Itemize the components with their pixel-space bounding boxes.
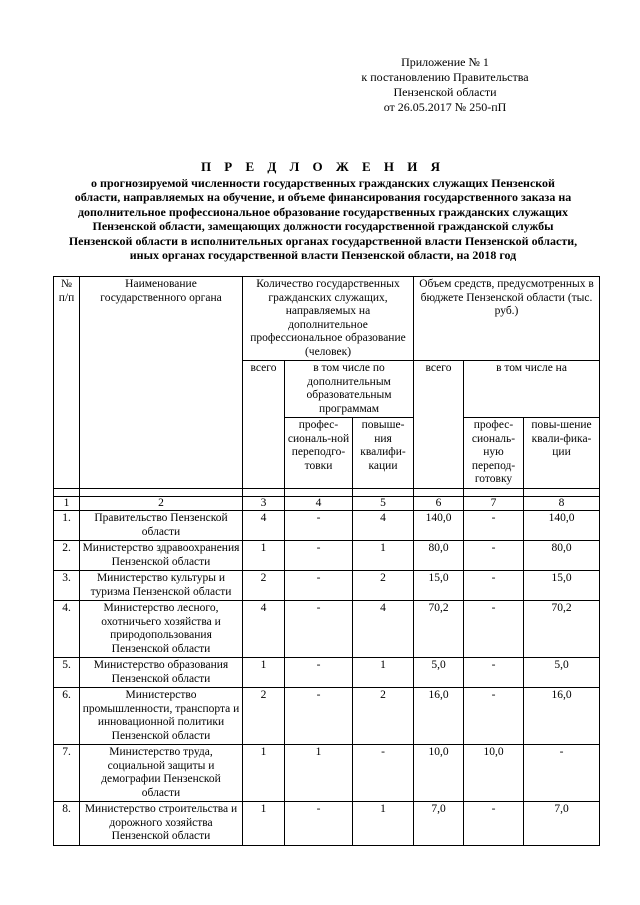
funds-qualification: 140,0 xyxy=(524,511,600,541)
count-retraining: - xyxy=(285,601,353,658)
header-num: № п/п xyxy=(54,277,80,489)
document-subtitle: о прогнозируемой численности государственных гражданских служащих Пензенской области, направляемых на обучение, и объеме финансирования государственного заказа на дополнительное профессиональное образование государственных гражданских служащих Пензенской области, замещающих должности государственной гражданской службы Пензенской области в исполнительных органах государственной власти Пензенской области, иных органах государственной власти Пензенской области, на 2018 год xyxy=(68,175,578,262)
document-heading xyxy=(68,160,578,263)
header-retraining-funds: профес-сиональ-ную перепод-готовку xyxy=(464,418,524,489)
header-count-group: Количество государственных гражданских служащих, направляемых на дополнительное профессиональное образование (человек) xyxy=(243,277,414,361)
header-row-1 xyxy=(54,277,600,361)
funds-retraining: 10,0 xyxy=(464,745,524,802)
org-name: Министерство лесного, охотничьего хозяйства и природопользования Пензенской области xyxy=(80,601,243,658)
count-retraining: - xyxy=(285,802,353,846)
appendix-line-4: от 26.05.2017 № 250-пП xyxy=(383,100,507,114)
count-total: 1 xyxy=(243,541,285,571)
funds-qualification: 5,0 xyxy=(524,658,600,688)
count-qualification: 4 xyxy=(353,601,414,658)
funds-qualification: 15,0 xyxy=(524,571,600,601)
header-incl-programs: в том числе по дополнительным образовательным программам xyxy=(285,361,414,418)
funds-total: 70,2 xyxy=(414,601,464,658)
funds-retraining: - xyxy=(464,511,524,541)
document-title: П Р Е Д Л О Ж Е Н И Я xyxy=(200,159,446,174)
column-index-row xyxy=(54,496,600,511)
funds-total: 5,0 xyxy=(414,658,464,688)
funds-retraining: - xyxy=(464,688,524,745)
column-index-cell: 6 xyxy=(414,496,464,511)
count-total: 2 xyxy=(243,571,285,601)
funds-total: 7,0 xyxy=(414,802,464,846)
count-total: 4 xyxy=(243,601,285,658)
funds-qualification: 80,0 xyxy=(524,541,600,571)
count-total: 4 xyxy=(243,511,285,541)
appendix-block xyxy=(340,55,550,115)
column-index-cell: 2 xyxy=(80,496,243,511)
table-row xyxy=(54,688,600,745)
row-number: 2. xyxy=(54,541,80,571)
funds-qualification: 70,2 xyxy=(524,601,600,658)
org-name: Правительство Пензенской области xyxy=(80,511,243,541)
count-qualification: 1 xyxy=(353,802,414,846)
row-number: 8. xyxy=(54,802,80,846)
count-qualification: 4 xyxy=(353,511,414,541)
row-number: 5. xyxy=(54,658,80,688)
funds-total: 10,0 xyxy=(414,745,464,802)
count-qualification: 1 xyxy=(353,658,414,688)
count-retraining: - xyxy=(285,511,353,541)
count-retraining: - xyxy=(285,541,353,571)
header-funds-group: Объем средств, предусмотренных в бюджете Пензенской области (тыс. руб.) xyxy=(414,277,600,361)
header-incl-on: в том числе на xyxy=(464,361,600,418)
table-row xyxy=(54,745,600,802)
appendix-line-1: Приложение № 1 xyxy=(401,55,489,69)
count-retraining: - xyxy=(285,688,353,745)
column-index-cell: 1 xyxy=(54,496,80,511)
funds-retraining: - xyxy=(464,658,524,688)
count-qualification: - xyxy=(353,745,414,802)
row-number: 3. xyxy=(54,571,80,601)
column-index-cell: 7 xyxy=(464,496,524,511)
count-retraining: 1 xyxy=(285,745,353,802)
funds-qualification: 16,0 xyxy=(524,688,600,745)
funds-retraining: - xyxy=(464,601,524,658)
count-qualification: 1 xyxy=(353,541,414,571)
funds-total: 140,0 xyxy=(414,511,464,541)
column-index-cell: 8 xyxy=(524,496,600,511)
count-total: 2 xyxy=(243,688,285,745)
org-name: Министерство строительства и дорожного хозяйства Пензенской области xyxy=(80,802,243,846)
funds-total: 16,0 xyxy=(414,688,464,745)
count-total: 1 xyxy=(243,745,285,802)
row-number: 7. xyxy=(54,745,80,802)
table-row xyxy=(54,541,600,571)
header-separator xyxy=(54,488,600,496)
count-qualification: 2 xyxy=(353,688,414,745)
header-funds-total: всего xyxy=(414,361,464,489)
header-qualification: повыше-ния квалифи-кации xyxy=(353,418,414,489)
proposals-table xyxy=(53,276,600,846)
header-qualification-funds: повы-шение квали-фика-ции xyxy=(524,418,600,489)
count-retraining: - xyxy=(285,571,353,601)
funds-retraining: - xyxy=(464,802,524,846)
appendix-line-3: Пензенской области xyxy=(393,85,497,99)
column-index-cell: 3 xyxy=(243,496,285,511)
table-row xyxy=(54,511,600,541)
org-name: Министерство промышленности, транспорта и инновационной политики Пензенской области xyxy=(80,688,243,745)
column-index-cell: 5 xyxy=(353,496,414,511)
row-number: 1. xyxy=(54,511,80,541)
count-retraining: - xyxy=(285,658,353,688)
org-name: Министерство здравоохранения Пензенской области xyxy=(80,541,243,571)
count-total: 1 xyxy=(243,658,285,688)
table-row xyxy=(54,658,600,688)
org-name: Министерство образования Пензенской области xyxy=(80,658,243,688)
funds-qualification: - xyxy=(524,745,600,802)
funds-qualification: 7,0 xyxy=(524,802,600,846)
funds-total: 15,0 xyxy=(414,571,464,601)
org-name: Министерство культуры и туризма Пензенской области xyxy=(80,571,243,601)
row-number: 6. xyxy=(54,688,80,745)
funds-retraining: - xyxy=(464,571,524,601)
table-row xyxy=(54,571,600,601)
table-row xyxy=(54,802,600,846)
count-qualification: 2 xyxy=(353,571,414,601)
funds-retraining: - xyxy=(464,541,524,571)
funds-total: 80,0 xyxy=(414,541,464,571)
column-index-cell: 4 xyxy=(285,496,353,511)
org-name: Министерство труда, социальной защиты и демографии Пензенской области xyxy=(80,745,243,802)
header-retraining: профес-сиональ-ной переподго-товки xyxy=(285,418,353,489)
header-count-total: всего xyxy=(243,361,285,489)
header-org: Наименование государственного органа xyxy=(80,277,243,489)
appendix-line-2: к постановлению Правительства xyxy=(361,70,529,84)
table-row xyxy=(54,601,600,658)
count-total: 1 xyxy=(243,802,285,846)
row-number: 4. xyxy=(54,601,80,658)
